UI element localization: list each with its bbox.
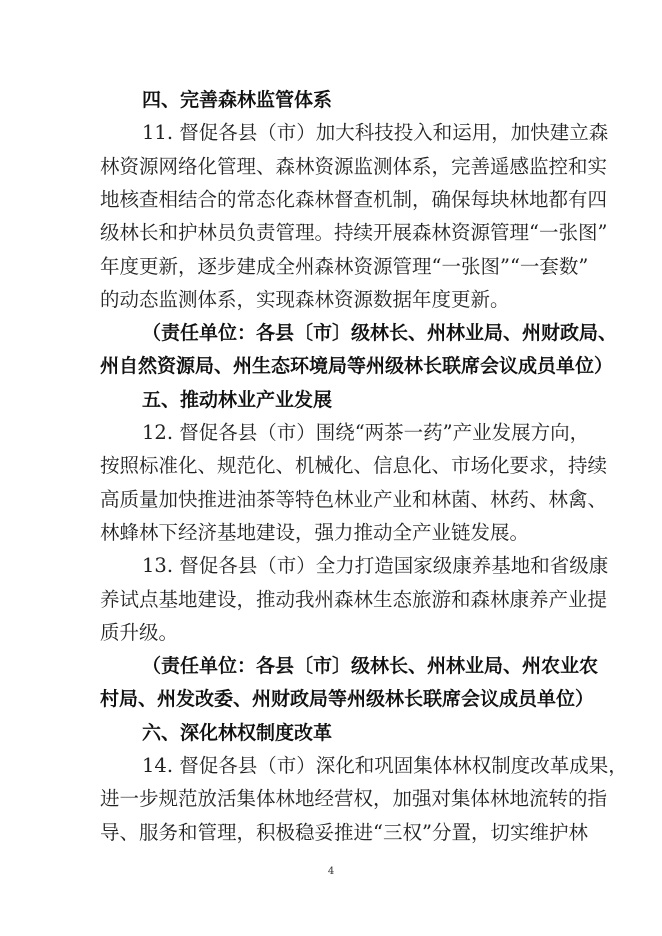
paragraph-line: 地核查相结合的常态化森林督查机制，确保每块林地都有四 — [100, 187, 608, 211]
paragraph-line: 11. 督促各县（市）加大科技投入和运用，加快建立森 — [142, 121, 609, 145]
paragraph-line: 12. 督促各县（市）围绕“两茶一药”产业发展方向， — [142, 421, 590, 444]
responsibility-line: （责任单位：各县〔市〕级林长、州林业局、州农业农 — [142, 655, 599, 678]
paragraph-line: 的动态监测体系，实现森林资源数据年度更新。 — [100, 287, 510, 311]
paragraph-line: 养试点基地建设，推动我州森林生态旅游和森林康养产业提 — [100, 587, 608, 611]
paragraph-line: 级林长和护林员负责管理。持续开展森林资源管理“一张图” — [100, 221, 608, 245]
paragraph-line: 14. 督促各县（市）深化和巩固集体林权制度改革成果， — [142, 754, 628, 777]
responsibility-line: （责任单位：各县〔市〕级林长、州林业局、州财政局、 — [142, 322, 618, 345]
responsibility-line: 村局、州发改委、州财政局等州级林长联席会议成员单位） — [100, 688, 595, 711]
paragraph-line: 林蜂林下经济基地建设，强力推动全产业链发展。 — [100, 520, 530, 544]
section-heading: 六、深化林权制度改革 — [142, 721, 333, 744]
paragraph-line: 高质量加快推进油茶等特色林业产业和林菌、林药、林禽、 — [100, 487, 608, 511]
paragraph-line: 进一步规范放活集体林地经营权，加强对集体林地流转的指 — [100, 787, 608, 811]
paragraph-line: 导、服务和管理，积极稳妥推进“三权”分置，切实维护林 — [100, 820, 588, 844]
paragraph-line: 按照标准化、规范化、机械化、信息化、市场化要求，持续 — [100, 454, 608, 478]
paragraph-line: 13. 督促各县（市）全力打造国家级康养基地和省级康 — [142, 554, 609, 578]
paragraph-line: 年度更新，逐步建成全州森林资源管理“一张图”“一套数” — [100, 254, 589, 278]
page-number: 4 — [327, 866, 335, 877]
paragraph-line: 质升级。 — [100, 620, 179, 644]
paragraph-line: 林资源网络化管理、森林资源监测体系，完善遥感监控和实 — [100, 154, 608, 178]
responsibility-line: 州自然资源局、州生态环境局等州级林长联席会议成员单位） — [100, 355, 614, 378]
section-heading: 四、完善森林监管体系 — [142, 89, 333, 111]
section-heading: 五、推动林业产业发展 — [142, 388, 333, 411]
